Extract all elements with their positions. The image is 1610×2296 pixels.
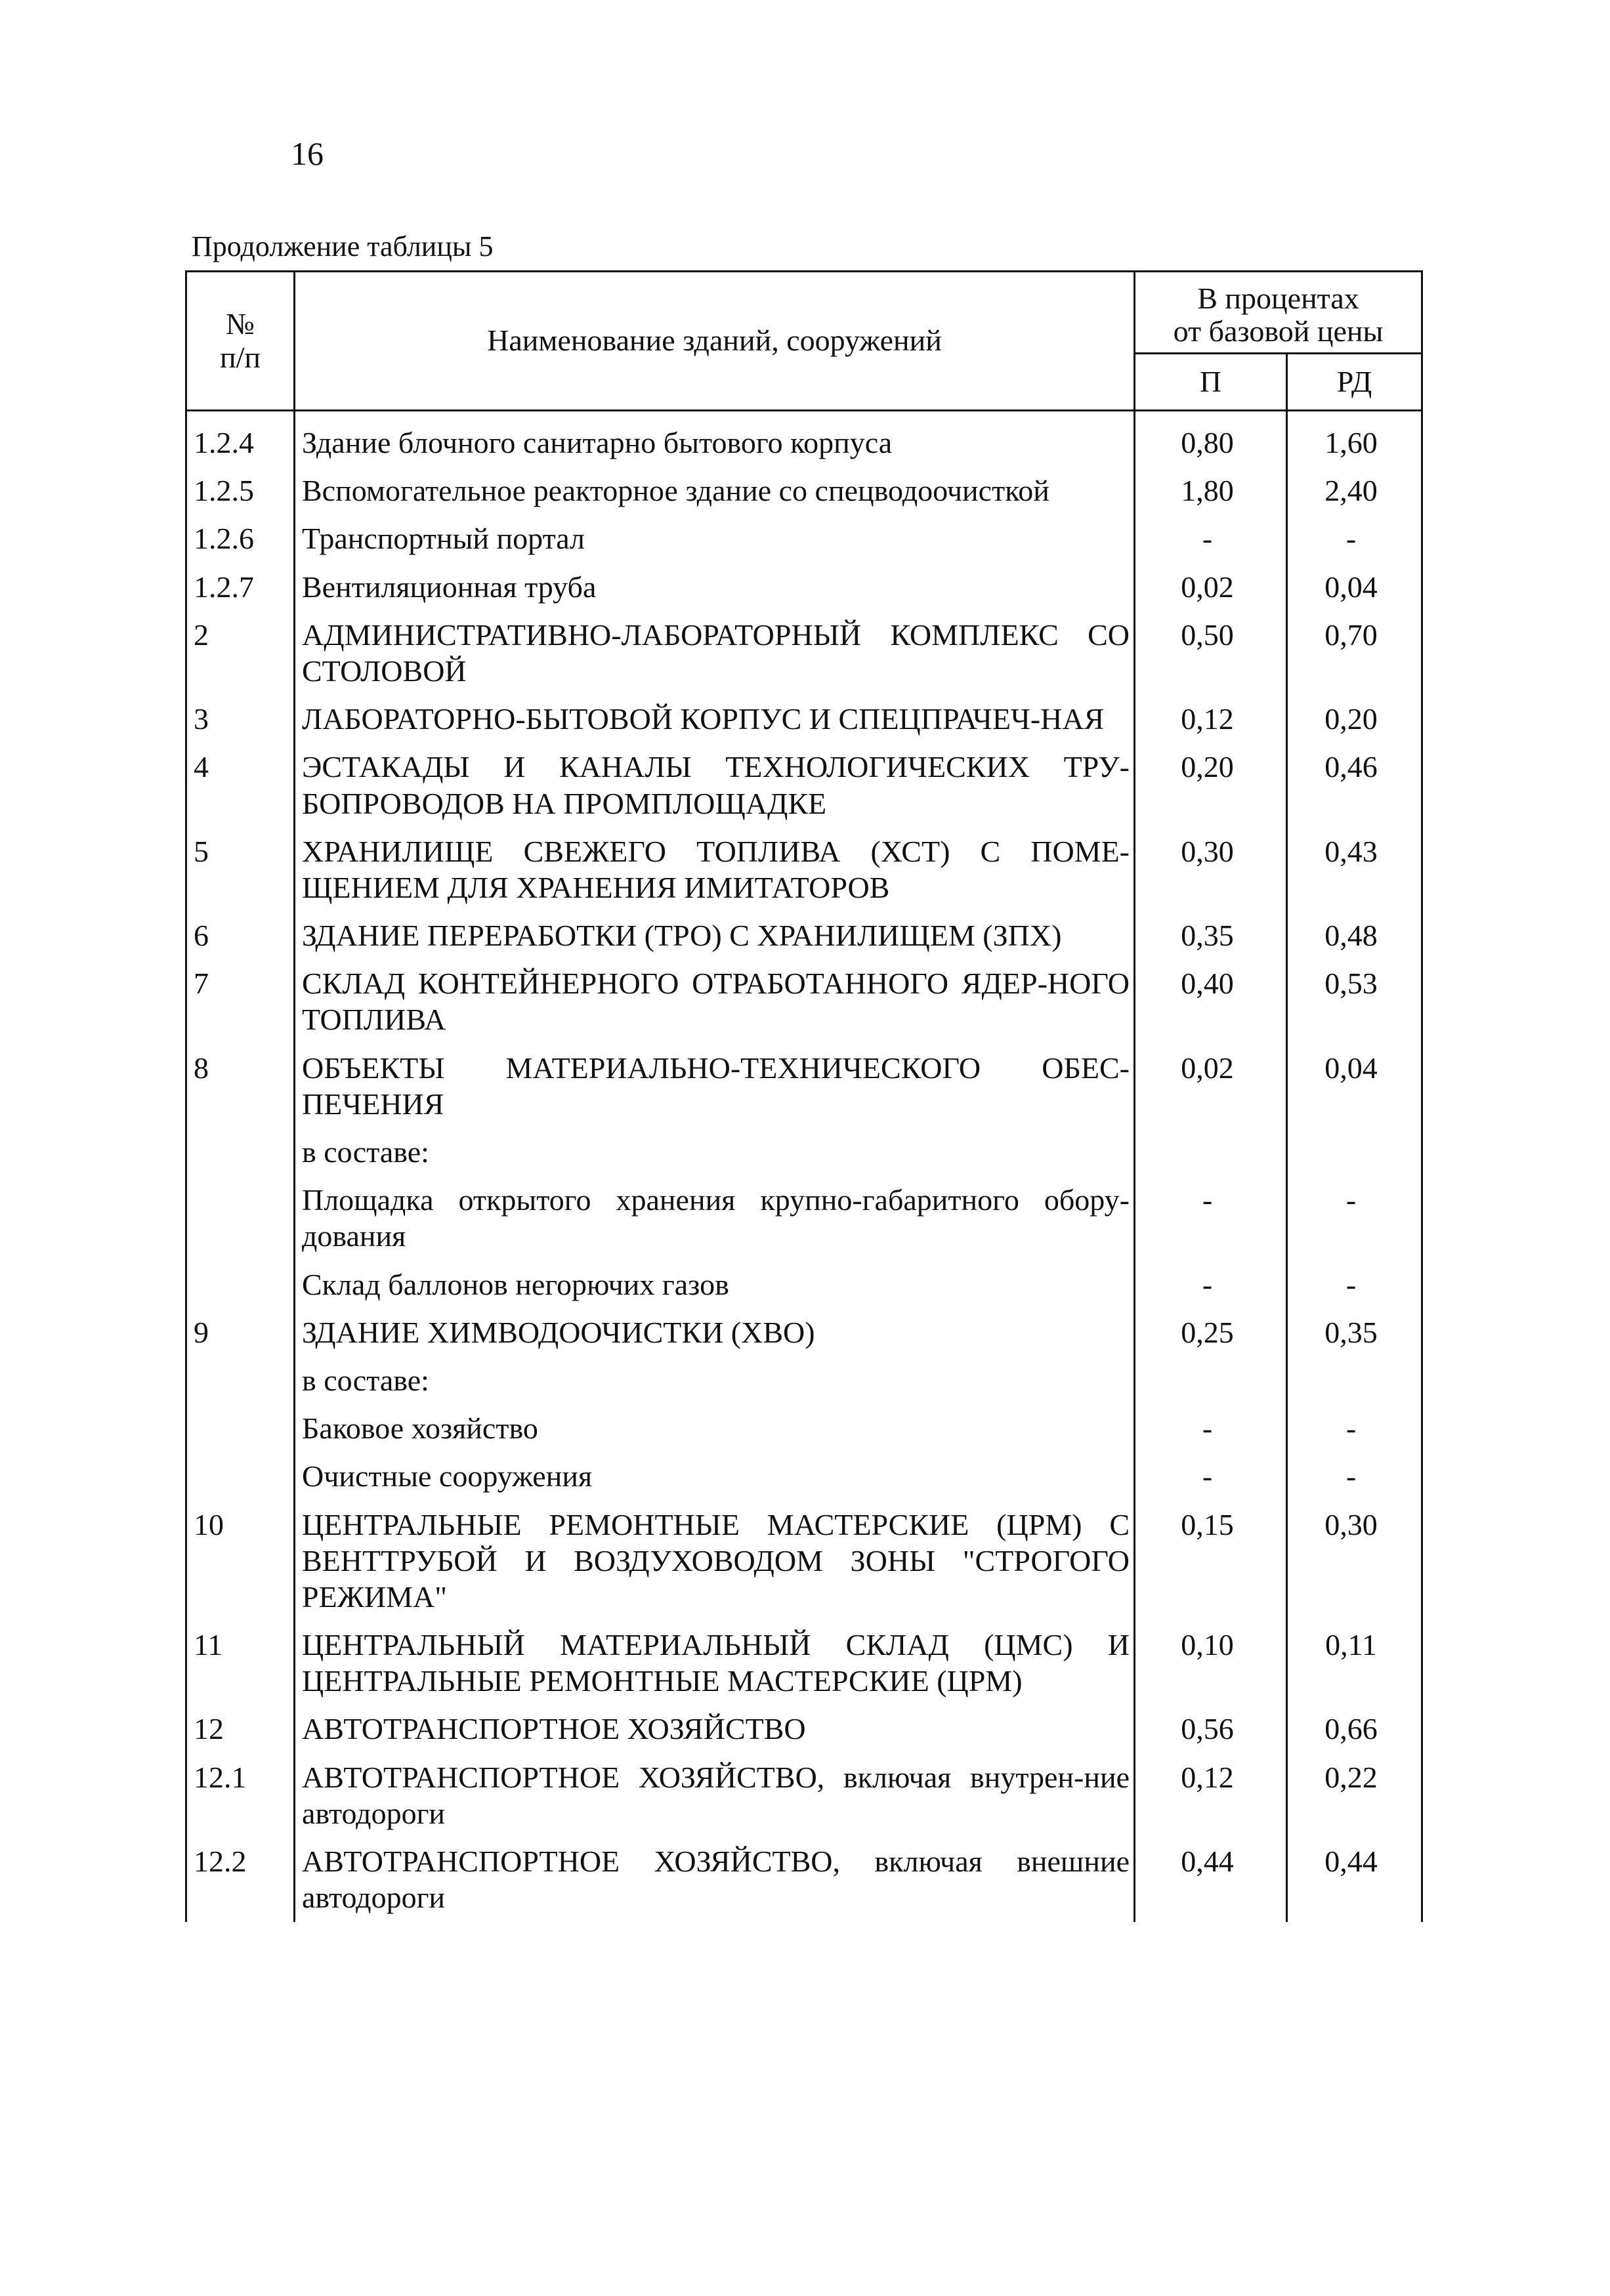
row-name: ЗДАНИЕ ПЕРЕРАБОТКИ (ТРО) С ХРАНИЛИЩЕМ (ЗПХ)	[295, 912, 1135, 960]
page-number: 16	[291, 135, 324, 172]
row-name: ЛАБОРАТОРНО-БЫТОВОЙ КОРПУС И СПЕЦПРАЧЕЧ-НАЯ	[295, 696, 1135, 743]
row-number: 2	[186, 612, 295, 696]
row-number: 1.2.7	[186, 564, 295, 612]
row-number: 1.2.6	[186, 515, 295, 563]
row-p-value	[1135, 1357, 1287, 1405]
row-rd-value: 0,04	[1287, 564, 1422, 612]
table-header	[186, 272, 1422, 411]
row-rd-value: 2,40	[1287, 467, 1422, 515]
row-number: 1.2.4	[186, 411, 295, 468]
row-name: АВТОТРАНСПОРТНОЕ ХОЗЯЙСТВО, включая внутрен-ние автодороги	[295, 1754, 1135, 1838]
row-rd-value: -	[1287, 1177, 1422, 1261]
row-rd-value: -	[1287, 1453, 1422, 1501]
table-caption: Продолжение таблицы 5	[192, 230, 494, 262]
row-rd-value: 0,20	[1287, 696, 1422, 743]
row-name: ЗДАНИЕ ХИМВОДООЧИСТКИ (ХВО)	[295, 1309, 1135, 1357]
table-row	[186, 960, 1422, 1044]
row-name: СКЛАД КОНТЕЙНЕРНОГО ОТРАБОТАННОГО ЯДЕР-НОГО ТОПЛИВА	[295, 960, 1135, 1044]
row-p-value: 0,10	[1181, 1628, 1234, 1662]
row-rd-value: 0,44	[1287, 1838, 1422, 1922]
row-p-value: 0,20	[1181, 750, 1234, 784]
row-rd-value: 0,46	[1287, 743, 1422, 827]
table-row	[186, 411, 1422, 468]
table-row	[186, 1705, 1422, 1753]
table-row	[186, 515, 1422, 563]
row-name: Очистные сооружения	[295, 1453, 1135, 1501]
row-rd-value: -	[1287, 515, 1422, 563]
row-number: 5	[186, 828, 295, 912]
row-number: 6	[186, 912, 295, 960]
row-name: Здание блочного санитарно бытового корпуса	[295, 411, 1135, 468]
row-rd-value: 0,22	[1287, 1754, 1422, 1838]
table-row	[186, 1501, 1422, 1622]
table-row	[186, 1754, 1422, 1838]
table-row	[186, 1177, 1422, 1261]
table-row	[186, 696, 1422, 743]
table-body	[186, 411, 1422, 1923]
table-row	[186, 1405, 1422, 1453]
row-p-value: 0,15	[1181, 1507, 1234, 1541]
row-number: 1.2.5	[186, 467, 295, 515]
row-rd-value: 0,66	[1287, 1705, 1422, 1753]
row-name: АДМИНИСТРАТИВНО-ЛАБОРАТОРНЫЙ КОМПЛЕКС СО СТОЛОВОЙ	[295, 612, 1135, 696]
row-number: 12.1	[186, 1754, 295, 1838]
row-number: 10	[186, 1501, 295, 1622]
row-p-value: 0,02	[1181, 1051, 1234, 1085]
row-number: 8	[186, 1045, 295, 1129]
row-name: Площадка открытого хранения крупно-габаритного обору-дования	[295, 1177, 1135, 1261]
row-p-value: -	[1202, 1459, 1213, 1493]
row-name: ЦЕНТРАЛЬНЫЙ МАТЕРИАЛЬНЫЙ СКЛАД (ЦМС) И ЦЕНТРАЛЬНЫЕ РЕМОНТНЫЕ МАСТЕРСКИЕ (ЦРМ)	[295, 1621, 1135, 1705]
row-name: в составе:	[295, 1129, 1135, 1177]
row-number	[186, 1405, 295, 1453]
header-number: № п/п	[186, 272, 295, 411]
row-number: 9	[186, 1309, 295, 1357]
row-number: 11	[186, 1621, 295, 1705]
row-p-value: 0,25	[1181, 1315, 1234, 1349]
row-rd-value: 0,70	[1287, 612, 1422, 696]
row-p-value: 0,12	[1181, 702, 1234, 736]
header-rd: РД	[1287, 354, 1422, 411]
table-row	[186, 1129, 1422, 1177]
row-name: ЦЕНТРАЛЬНЫЕ РЕМОНТНЫЕ МАСТЕРСКИЕ (ЦРМ) С ВЕНТТРУБОЙ И ВОЗДУХОВОДОМ ЗОНЫ "СТРОГОГО РЕЖИМА"	[295, 1501, 1135, 1622]
row-number	[186, 1453, 295, 1501]
row-name: ХРАНИЛИЩЕ СВЕЖЕГО ТОПЛИВА (ХСТ) С ПОМЕ-ЩЕНИЕМ ДЛЯ ХРАНЕНИЯ ИМИТАТОРОВ	[295, 828, 1135, 912]
row-p-value: -	[1202, 522, 1213, 556]
table-row	[186, 912, 1422, 960]
row-p-value: 0,35	[1181, 919, 1234, 953]
row-name: в составе:	[295, 1357, 1135, 1405]
row-rd-value: 0,11	[1287, 1621, 1422, 1705]
row-rd-value: -	[1287, 1261, 1422, 1309]
row-number: 4	[186, 743, 295, 827]
row-number	[186, 1357, 295, 1405]
row-number: 7	[186, 960, 295, 1044]
header-percent: В процентах от базовой цены	[1135, 272, 1422, 354]
row-name: ЭСТАКАДЫ И КАНАЛЫ ТЕХНОЛОГИЧЕСКИХ ТРУ-БОПРОВОДОВ НА ПРОМПЛОЩАДКЕ	[295, 743, 1135, 827]
table-row	[186, 828, 1422, 912]
header-p: П	[1135, 354, 1287, 411]
row-p-value: 0,50	[1181, 617, 1234, 652]
table-row	[186, 1838, 1422, 1922]
row-name: Баковое хозяйство	[295, 1405, 1135, 1453]
row-p-value: 0,02	[1181, 570, 1234, 604]
table-row	[186, 564, 1422, 612]
row-rd-value: 0,43	[1287, 828, 1422, 912]
row-p-value: 0,40	[1181, 967, 1234, 1001]
row-name: ОБЪЕКТЫ МАТЕРИАЛЬНО-ТЕХНИЧЕСКОГО ОБЕС-ПЕЧЕНИЯ	[295, 1045, 1135, 1129]
row-number	[186, 1177, 295, 1261]
row-p-value: 0,80	[1181, 426, 1234, 459]
header-name: Наименование зданий, сооружений	[295, 272, 1135, 411]
row-p-value: -	[1202, 1183, 1213, 1217]
row-rd-value: 0,04	[1287, 1045, 1422, 1129]
row-rd-value: 1,60	[1287, 411, 1422, 468]
row-number: 12	[186, 1705, 295, 1753]
cost-table	[185, 270, 1423, 1922]
table-row	[186, 1621, 1422, 1705]
row-p-value: 0,30	[1181, 834, 1234, 868]
row-p-value: 0,56	[1181, 1712, 1234, 1746]
row-name: Вентиляционная труба	[295, 564, 1135, 612]
table-row	[186, 1357, 1422, 1405]
table-row	[186, 467, 1422, 515]
row-number	[186, 1129, 295, 1177]
row-rd-value: 0,30	[1287, 1501, 1422, 1622]
row-rd-value	[1287, 1357, 1422, 1405]
table-row	[186, 1261, 1422, 1309]
row-rd-value: 0,53	[1287, 960, 1422, 1044]
row-number: 3	[186, 696, 295, 743]
row-p-value: -	[1202, 1411, 1213, 1446]
cost-table-frame	[185, 270, 1421, 2016]
row-p-value: 0,44	[1181, 1845, 1234, 1878]
row-name: АВТОТРАНСПОРТНОЕ ХОЗЯЙСТВО	[295, 1705, 1135, 1753]
row-p-value: 1,80	[1181, 474, 1234, 508]
row-rd-value: 0,35	[1287, 1309, 1422, 1357]
row-name: Склад баллонов негорючих газов	[295, 1261, 1135, 1309]
table-row	[186, 1045, 1422, 1129]
row-number	[186, 1261, 295, 1309]
row-name: АВТОТРАНСПОРТНОЕ ХОЗЯЙСТВО, включая внешние автодороги	[295, 1838, 1135, 1922]
row-p-value: -	[1202, 1267, 1213, 1301]
row-p-value	[1135, 1129, 1287, 1177]
row-rd-value: -	[1287, 1405, 1422, 1453]
row-rd-value: 0,48	[1287, 912, 1422, 960]
row-name: Вспомогательное реакторное здание со спецводоочисткой	[295, 467, 1135, 515]
row-number: 12.2	[186, 1838, 295, 1922]
table-row	[186, 612, 1422, 696]
row-p-value: 0,12	[1181, 1760, 1234, 1794]
row-rd-value	[1287, 1129, 1422, 1177]
table-row	[186, 1309, 1422, 1357]
table-row	[186, 743, 1422, 827]
table-row	[186, 1453, 1422, 1501]
row-name: Транспортный портал	[295, 515, 1135, 563]
